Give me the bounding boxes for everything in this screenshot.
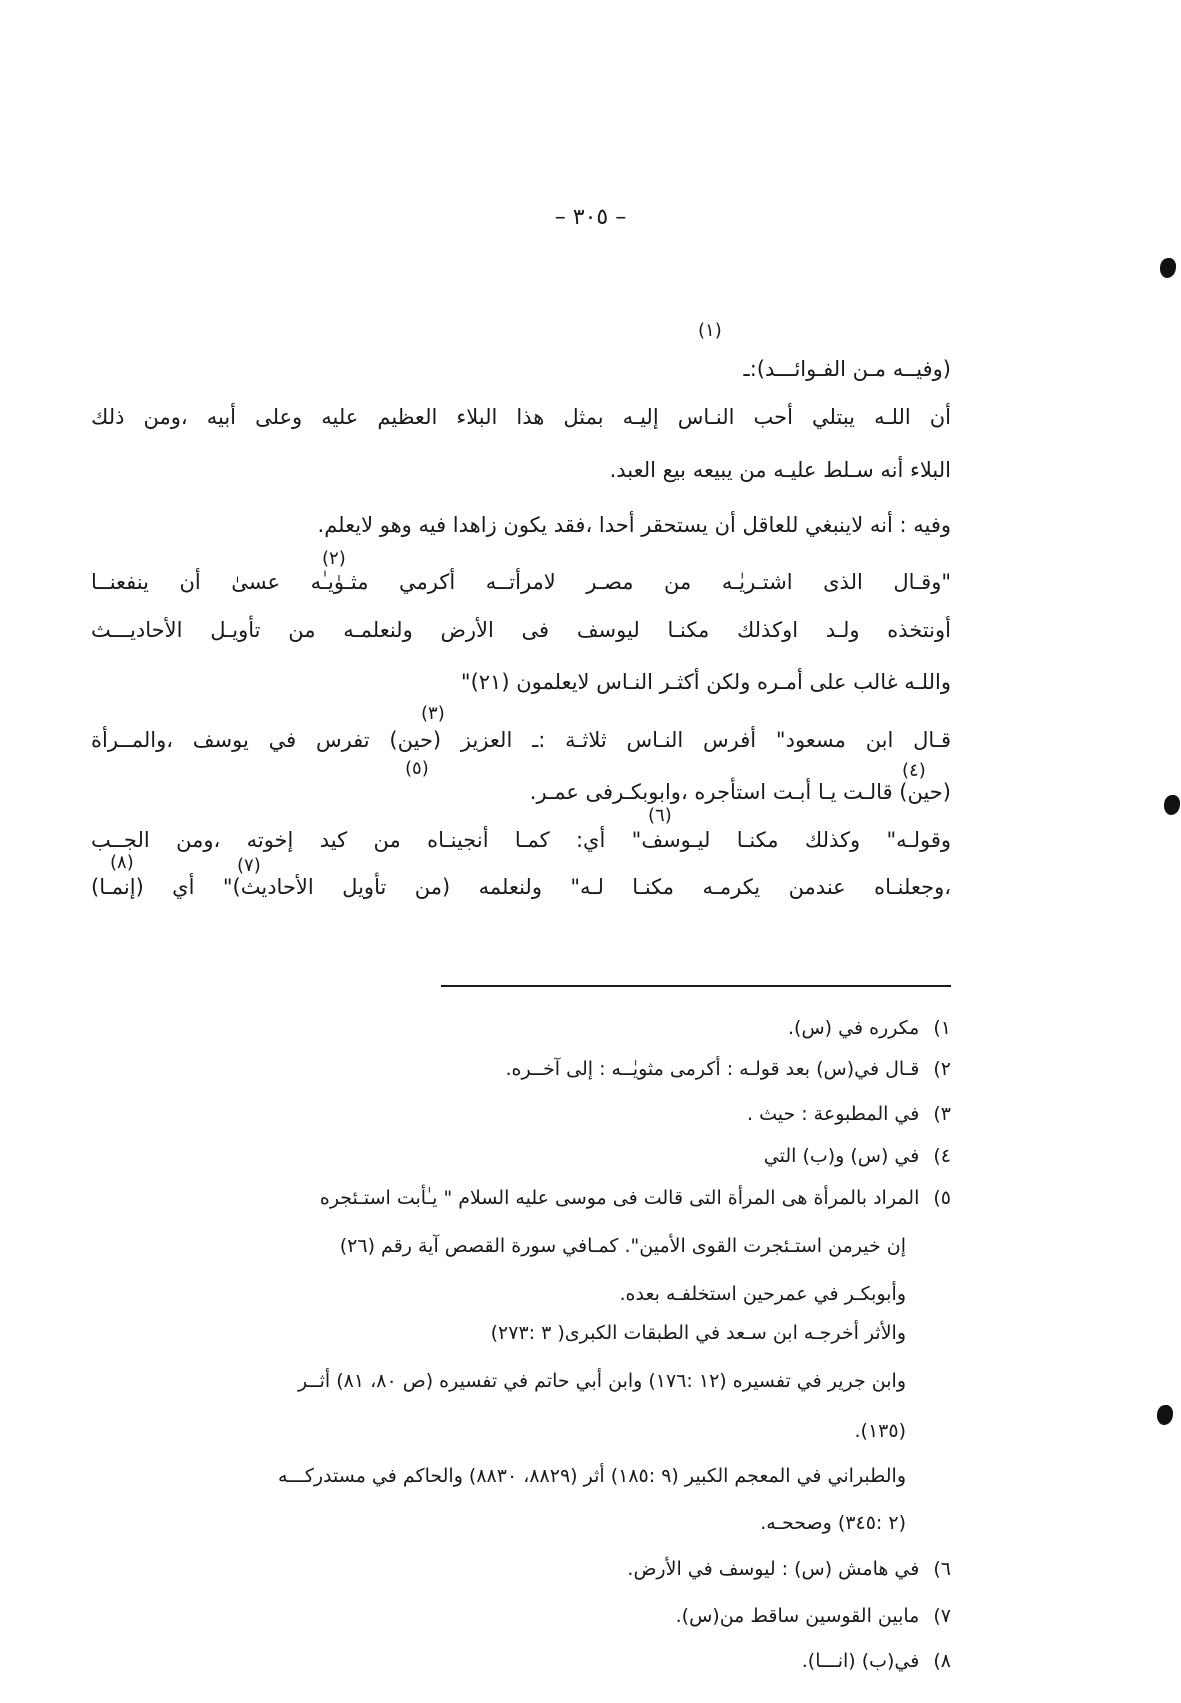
footnote-marker: (٤) <box>902 760 926 781</box>
footnote-text: مابين القوسين ساقط من(س). <box>675 1605 920 1627</box>
footnote-marker: (٨) <box>110 852 134 873</box>
footnote-text: مكرره في (س). <box>788 1017 920 1039</box>
footnote-marker: (٣) <box>421 703 445 724</box>
footnote-item <box>802 1650 951 1672</box>
quran-verse-line: "وقـال الذى اشتـريٰـه من مصـر لامرأتــه أكرمي مثـوٰيـٰه عسىٰ أن ينفعنــا <box>91 570 951 594</box>
footnote-item <box>505 1058 951 1080</box>
section-heading: (وفيــه مـن الفـوائـــد):ـ <box>743 357 951 381</box>
footnote-continuation: والطبراني في المعجم الكبير (٩ :١٨٥) أثر (٨٨٢٩، ٨٨٣٠) والحاكم في مستدركـــه <box>277 1465 906 1487</box>
footnote-text: في هامش (س) : ليوسف في الأرض. <box>627 1558 920 1580</box>
footnote-continuation: إن خيرمن استـئجرت القوى الأمين". كمـافي سورة القصص آية رقم (٢٦) <box>339 1235 906 1257</box>
body-line: أن اللـه يبتلي أحب النـاس إليـه بمثل هذا البلاء العظيم عليه وعلى أبيه ،ومن ذلك <box>91 405 951 429</box>
footnote-number: ١) <box>933 1017 951 1039</box>
footnote-continuation: وأبوبكـر في عمرحين استخلفـه بعده. <box>619 1283 906 1305</box>
body-line: قـال ابن مسعود" أفرس النـاس ثلاثـة :ـ العزيز (حين) تفرس في يوسف ،والمــرأة <box>91 728 951 752</box>
footnote-number: ٤) <box>933 1145 951 1167</box>
footnote-marker: (٧) <box>237 855 261 876</box>
footnote-text: في(ب) (انـــا). <box>801 1650 920 1672</box>
body-line: البلاء أنه سـلط عليـه من يبيعه بيع العبد. <box>609 458 951 482</box>
footnote-separator <box>441 985 951 987</box>
footnote-text: في (س) و(ب) التي <box>763 1145 920 1167</box>
footnote-number: ٨) <box>933 1650 951 1672</box>
quran-verse-line: أونتخذه ولـد اوكذلك مكنـا ليوسف فى الأرض ولنعلمـه من تأويـل الأحاديـــث <box>91 618 951 642</box>
quran-verse-line: واللـه غالب على أمـره ولكن أكثـر النـاس لايعلمون (٢١)" <box>460 670 951 694</box>
page-number: – ٣٠٥ – <box>554 205 627 230</box>
body-line: وفيه : أنه لاينبغي للعاقل أن يستحقر أحدا ،فقد يكون زاهدا فيه وهو لايعلم. <box>317 513 951 537</box>
footnote-marker: (٦) <box>648 805 672 826</box>
footnote-item <box>676 1605 951 1627</box>
ink-blot <box>1164 795 1180 815</box>
footnote-continuation: والأثر أخرجـه ابن سـعد في الطبقات الكبرى( ٣ :٢٧٣) <box>490 1322 906 1344</box>
footnote-number: ٥) <box>933 1187 951 1209</box>
footnote-item <box>627 1558 951 1580</box>
ink-blot <box>1160 258 1176 278</box>
footnote-item <box>747 1103 951 1125</box>
heading-footnote-marker: (١) <box>698 320 722 341</box>
footnote-marker: (٢) <box>322 548 346 569</box>
body-line: (حين) قالـت يـا أبـت استأجره ،وابوبكـرفى عمـر. <box>529 780 951 804</box>
ink-blot <box>1157 1405 1173 1425</box>
footnote-text: المراد بالمرأة هى المرأة التى قالت فى موسى عليه السلام " يـٰأبت استـئجره <box>319 1187 920 1209</box>
footnote-continuation: وابن جرير في تفسيره (١٢ :١٧٦) وابن أبي حاتم في تفسيره (ص ٨٠، ٨١) أثــر <box>298 1370 906 1392</box>
footnote-number: ٣) <box>933 1103 951 1125</box>
footnote-continuation: (٢ :٣٤٥) وصححـه. <box>760 1512 906 1534</box>
footnote-item <box>764 1145 951 1167</box>
footnote-marker: (٥) <box>405 758 429 779</box>
footnote-number: ٢) <box>933 1058 951 1080</box>
footnote-text: في المطبوعة : حيث . <box>746 1103 920 1125</box>
footnote-item <box>320 1187 951 1209</box>
body-line: ،وجعلنـاه عندمن يكرمـه مكنـا لـه" ولنعلمه (من تأويل الأحاديث)" أي (إنمـا) <box>91 875 951 899</box>
body-line: وقولـه" وكذلك مكنـا ليـوسف" أي: كمـا أنجينـاه من كيد إخوته ،ومن الجــب <box>91 828 951 852</box>
footnote-number: ٦) <box>933 1558 951 1580</box>
footnote-number: ٧) <box>933 1605 951 1627</box>
footnote-text: قـال في(س) بعد قولـه : أكرمى مثويٰــه : إلى آخــره. <box>505 1058 920 1080</box>
footnote-item <box>788 1017 951 1039</box>
footnote-continuation: (١٣٥). <box>854 1420 906 1442</box>
